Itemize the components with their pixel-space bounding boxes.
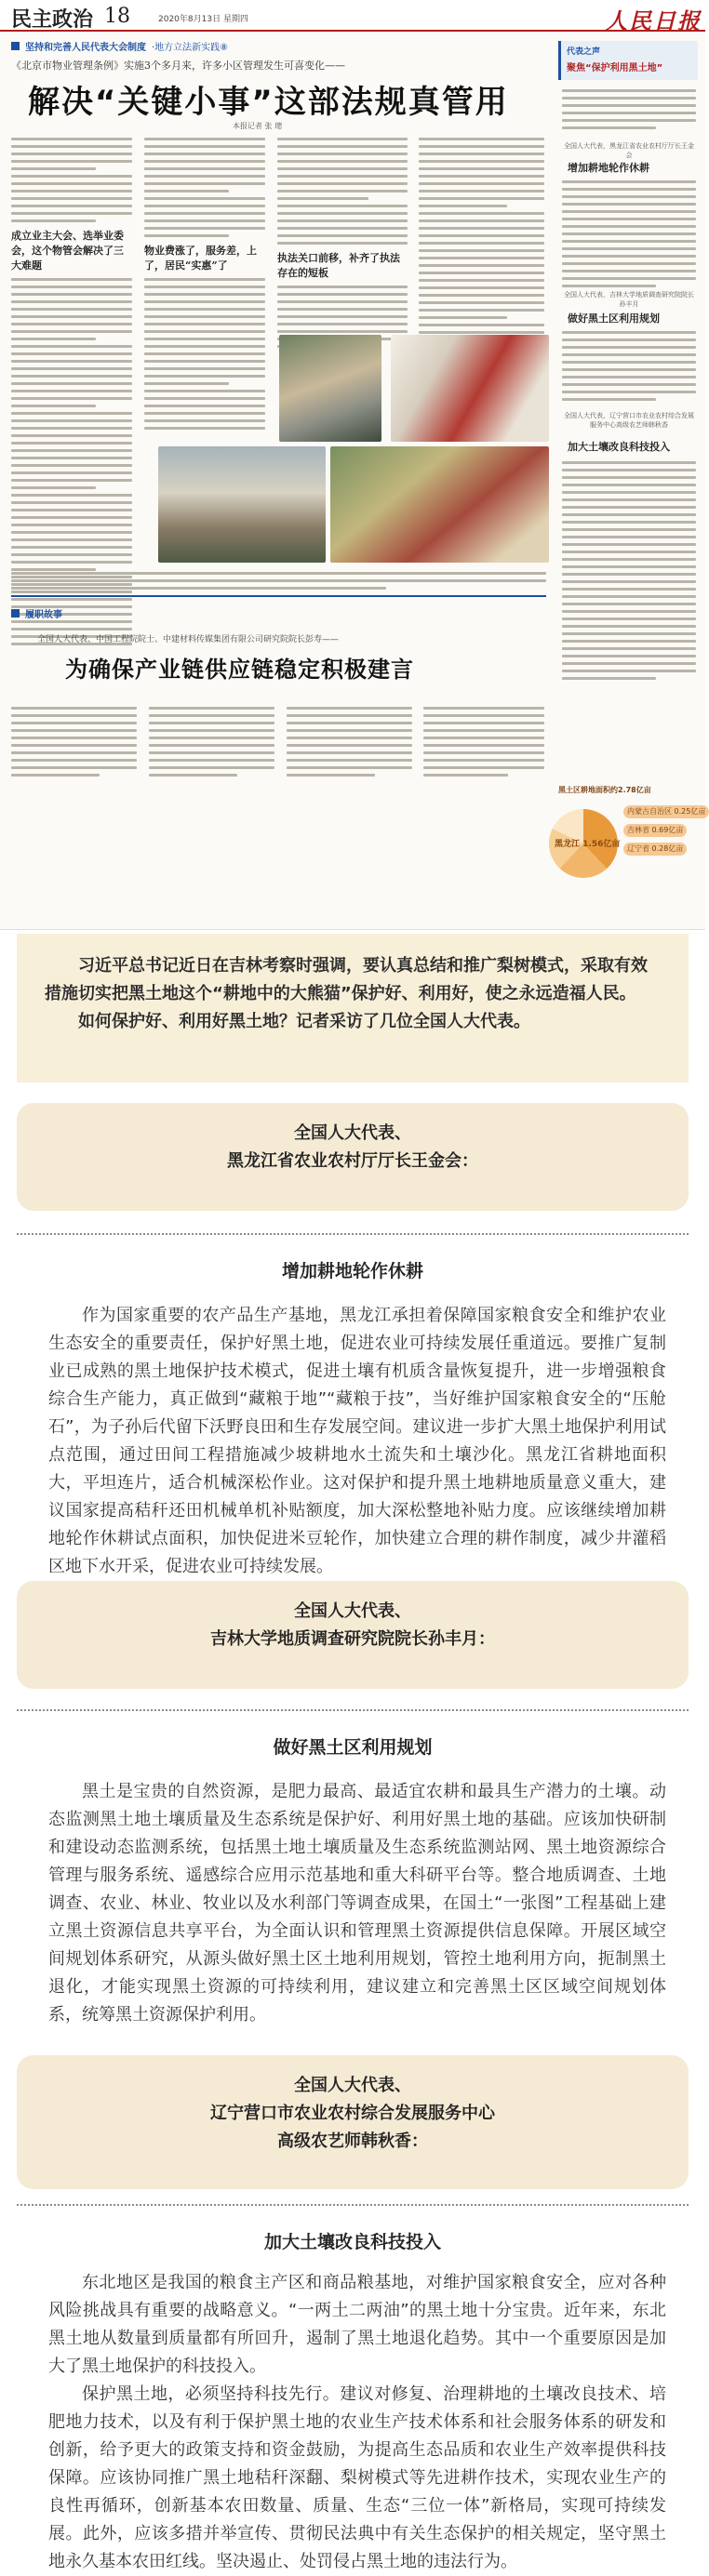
section-2-body [48, 1778, 666, 2029]
section-2-paragraph-1: 黑土是宝贵的自然资源，是肥力最高、最适宜农耕和最具生产潜力的土壤。动态监测黑土地土壤质量及生态系统是保护好、利用好黑土地的基础。应该加快研制和建设动态监测系统，包括黑土地土壤质量及生态系统监测站网、黑土地资源综合管理与服务系统、遥感综合应用示范基地和重大科研平台等。整合地质调查、土地调查、农业、林业、牧业以及水利部门等调查成果，在国土“一张图”工程基础上建立黑土资源信息共享平台，为全面认识和管理黑土资源提供信息保障。开展区域空间规划体系研究，从源头做好黑土区土地利用规划，管控土地利用方向，扼制黑土退化，才能实现黑土资源的可持续利用，建议建立和完善黑土区区域空间规划体系，统筹黑土资源保护利用。 [48, 1782, 666, 2025]
intro-paragraph-1: 习近平总书记近日在吉林考察时强调，要认真总结和推广梨树模式，采取有效措施切实把黑土地这个“耕地中的大熊猫”保护好、利用好，使之永远造福人民。 [45, 956, 648, 1003]
speaker-2-line-2: 吉林大学地质调查研究院院长孙丰月： [210, 1629, 495, 1649]
speaker-header-1 [17, 1103, 689, 1211]
news-photo-community-office [391, 335, 549, 442]
section-1-paragraph-1: 作为国家重要的农产品生产基地，黑龙江承担着保障国家粮食安全和维护农业生态安全的重要责任，保护好黑土地，促进农业可持续发展任重道远。要推广复制业已成熟的黑土地保护技术模式，促进土壤有机质含量恢复提升，进一步增强粮食综合生产能力，真正做到“藏粮于地”“藏粮于技”，当好维护国家粮食安全的“压舱石”，为子孙后代留下沃野良田和生存发展空间。建议进一步扩大黑土地保护利用试点范围，通过田间工程措施减少坡耕地水土流失和土壤沙化。黑龙江省耕地面积大，平坦连片，适合机械深松作业。这对保护和提升黑土地耕地质量意义重大，建议国家提高秸秆还田机械单机补贴额度，加大深松整地补贴力度。应该继续增加耕地轮作休耕试点面积，加快促进米豆轮作，加快建立合理的耕作制度，减少井灌稻区地下水开采，促进农业可持续发展。 [48, 1306, 666, 1576]
section2-column-4 [423, 707, 544, 781]
kicker-square-icon [11, 42, 20, 50]
article-column-4 [419, 138, 544, 353]
article-subhead-1: 成立业主大会、选举业委会，这个物管会解决了三大难题 [11, 230, 124, 272]
section-2-title: 做好黑土区利用规划 [273, 1737, 433, 1758]
newspaper-page-number: 18 [104, 5, 130, 28]
news-photo-courtyard [279, 335, 381, 442]
newspaper-section2-headline: 为确保产业链供应链稳定积极建言 [65, 656, 414, 683]
section-3-body [48, 2269, 666, 2576]
newspaper-kicker [11, 37, 537, 54]
speaker-3-line-1: 全国人大代表、 [294, 2076, 411, 2095]
newspaper-section2-deck: 全国人大代表、中国工程院院士、中建材料传媒集团有限公司研究院院长彭寿—— [37, 635, 340, 644]
newspaper-section-name: 民主政治 [11, 7, 94, 32]
stats-title: 黑土区耕地面积约2.78亿亩 [558, 786, 651, 794]
speaker-header-3 [17, 2055, 689, 2189]
speaker-2-line-1: 全国人大代表、 [294, 1601, 411, 1621]
kicker-subtext: ·地方立法新实践⑧ [152, 42, 229, 53]
side-title-2: 做好黑土区利用规划 [568, 312, 660, 325]
side-title-3: 加大土壤改良科技投入 [568, 441, 670, 453]
dotted-divider-2 [17, 1709, 689, 1711]
article-subhead-3: 执法关口前移，补齐了执法存在的短板 [277, 252, 400, 279]
side-text-2 [562, 180, 696, 292]
newspaper-headline: 解决“关键小事”这部法规真管用 [28, 84, 509, 121]
section-3-paragraph-2: 保护黑土地，必须坚持科技先行。建议对修复、治理耕地的土壤改良技术、培肥地力技术，以及有利于保护黑土地的农业生产技术体系和社会服务体系的研发和创新，给予更大的政策支持和资金鼓励，为提高生态品质和农业生产效率提供科技保障。应该协同推广黑土地秸秆深翻、梨树模式等先进耕作技术，实现农业生产的良性再循环，创新基本农田数量、质量、生态“三位一体”新格局，实现可持续发展。此外，应该多措并举宣传、贯彻民法典中有关生态保护的相关规定，坚守黑土地永久基本农田红线。坚决遏止、处罚侵占黑土地的违法行为。 [48, 2384, 666, 2571]
section-1-body [48, 1302, 666, 1581]
section2-square-icon [11, 609, 20, 617]
intro-box [17, 934, 689, 1082]
article-bottom-text [11, 572, 546, 594]
stats-chip-2: 吉林省 0.69亿亩 [623, 824, 687, 837]
side-caption-1: 全国人大代表，黑龙江省农业农村厅厅长王金会 [564, 142, 694, 159]
side-banner: 代表之声 聚焦“保护利用黑土地” [558, 41, 698, 80]
newspaper-main-column [0, 37, 551, 930]
side-caption-3: 全国人大代表，辽宁营口市农业农村综合发展服务中心高级农艺师韩秋香 [564, 412, 694, 429]
speaker-header-2 [17, 1581, 689, 1689]
newspaper-logo: 人民日报 [605, 7, 702, 34]
newspaper-byline: 本报记者 张 璁 [233, 122, 283, 130]
section2-column-1 [11, 707, 137, 781]
dotted-divider-3 [17, 2204, 689, 2206]
article-subhead-2: 物业费涨了，服务差，上了，居民“实惠”了 [144, 245, 257, 272]
article-column-3 [277, 138, 408, 352]
speaker-1-line-2: 黑龙江省农业农村厅厅长王金会： [227, 1151, 478, 1171]
stats-chip-3: 辽宁省 0.28亿亩 [623, 843, 687, 856]
side-caption-2: 全国人大代表，吉林大学地质调查研究院院长孙丰月 [564, 291, 694, 308]
section2-column-3 [287, 707, 412, 781]
newspaper-masthead [0, 0, 705, 32]
section-3-title: 加大土壤改良科技投入 [263, 2232, 441, 2252]
section2-column-2 [149, 707, 274, 781]
section-1-title: 增加耕地轮作休耕 [281, 1261, 423, 1281]
news-photo-market [330, 446, 549, 563]
section-divider [11, 595, 546, 597]
speaker-1-line-1: 全国人大代表、 [294, 1123, 411, 1143]
intro-paragraph-2: 如何保护好、利用好黑土地？记者采访了几位全国人大代表。 [78, 1012, 530, 1031]
newspaper-lead-title: 《北京市物业管理条例》实施3个多月来，许多小区管理发生可喜变化—— [11, 60, 345, 72]
stats-chip-1: 内蒙古自治区 0.25亿亩 [623, 805, 709, 818]
side-title-1: 增加耕地轮作休耕 [568, 162, 649, 174]
side-text-1 [562, 89, 696, 134]
side-text-4 [562, 461, 696, 684]
stats-pie-label: 黑龙江 1.56亿亩 [555, 840, 621, 849]
dotted-divider-1 [17, 1233, 689, 1235]
news-photo-street-cyclist [158, 446, 326, 563]
section-3-paragraph-1: 东北地区是我国的粮食主产区和商品粮基地，对维护国家粮食安全，应对各种风险挑战具有重要的战略意义。“一两土二两油”的黑土地十分宝贵。近年来，东北黑土地从数量到质量都有所回升，遏制了黑土地退化趋势。其中一个重要原因是加大了黑土地保护的科技投入。 [48, 2273, 666, 2376]
newspaper-date: 2020年8月13日 星期四 [158, 15, 248, 24]
farmland-stats-graphic [549, 772, 706, 921]
kicker-text: 坚持和完善人民代表大会制度 [25, 42, 146, 53]
side-text-3 [562, 331, 696, 405]
speaker-3-line-2: 辽宁营口市农业农村综合发展服务中心 [210, 2104, 495, 2123]
newspaper-page-image [0, 0, 705, 930]
speaker-3-line-3: 高级农艺师韩秋香： [277, 2131, 428, 2151]
newspaper-section2-kicker: 履职故事 [11, 606, 62, 620]
article-column-2 [144, 138, 265, 434]
